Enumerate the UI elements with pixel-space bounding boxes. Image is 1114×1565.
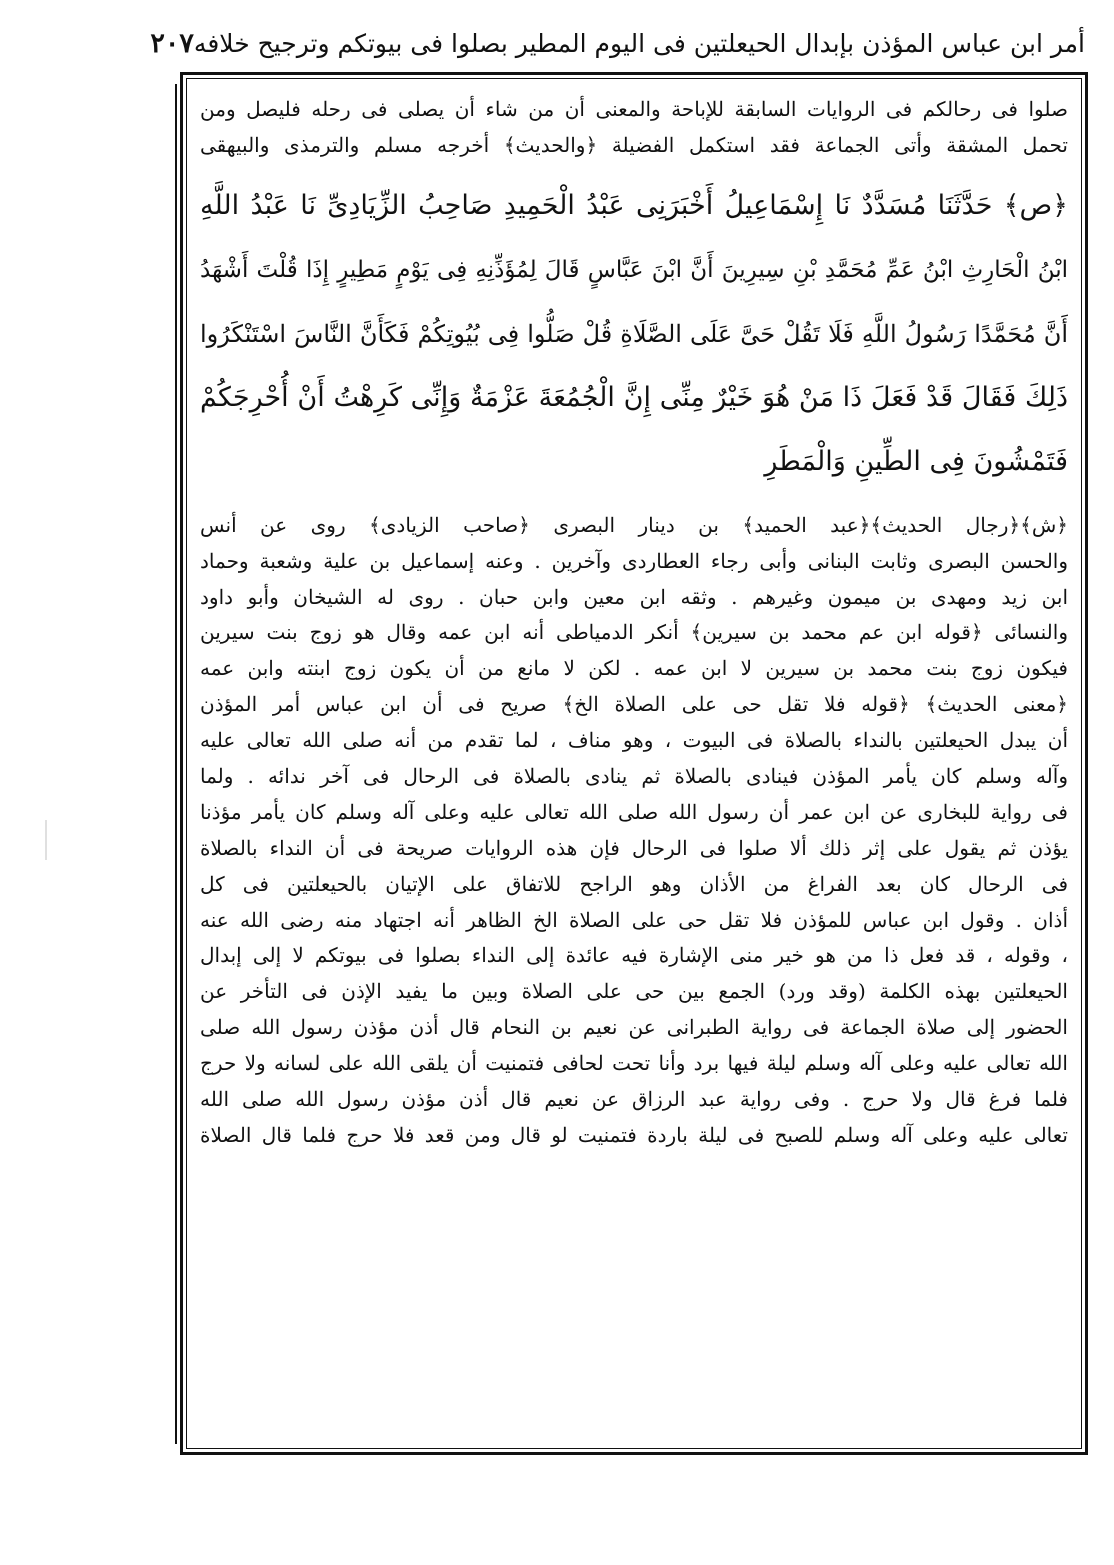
commentary-line: ﴿معنى الحديث﴾ ﴿قوله فلا تقل حى على الصلاة الخ﴾ صريح فى أن ابن عباس أمر المؤذن xyxy=(200,692,1068,717)
commentary-line: أن يبدل الحيعلتين بالنداء بالصلاة فى البيوت ، وهو مناف ، لما تقدم من أنه صلى الله تعالى عليه xyxy=(200,728,1068,753)
commentary-line: والحسن البصرى وثابت البنانى وأبى رجاء العطاردى وآخرين . وعنه إسماعيل بن علية وشعبة وحماد xyxy=(200,548,1068,573)
hadith-line: فَتَمْشُونَ فِى الطِّينِ وَالْمَطَرِ xyxy=(764,445,1068,477)
commentary-line: تعالى عليه وعلى آله وسلم للصبح فى ليلة باردة فتمنيت لو قال ومن قعد فلا حرج فلما قال الصلاة xyxy=(200,1122,1068,1147)
section-gap xyxy=(200,494,1068,508)
commentary-line: ﴿ش﴾﴿رجال الحديث﴾﴿عبد الحميد﴾ بن دينار البصرى ﴿صاحب الزيادى﴾ روى عن أنس xyxy=(200,512,1068,537)
chapter-title: أمر ابن عباس المؤذن بإبدال الحيعلتين فى اليوم المطير بصلوا فى بيوتكم وترجيح خلافه xyxy=(193,28,1085,58)
hadith-line: ﴿ص﴾ حَدَّثَنَا مُسَدَّدٌ نَا إِسْمَاعِيلُ أَخْبَرَنِى عَبْدُ الْحَمِيدِ صَاحِبُ الزِّيَادِىِّ نَا عَبْدُ اللَّهِ xyxy=(200,189,1068,221)
commentary-line: فلما فرغ قال ولا حرج . وفى رواية عبد الرزاق عن نعيم قال أذن مؤذن رسول الله صلى الله xyxy=(200,1087,1068,1112)
intro-line: تحمل المشقة وأتى الجماعة فقد استكمل الفضيلة ﴿والحديث﴾ أخرجه مسلم والترمذى والبيهقى xyxy=(200,132,1068,157)
commentary-line: فى رواية للبخارى عن ابن عمر أن رسول الله صلى الله تعالى عليه وعلى آله وسلم كان يأمر مؤذنا xyxy=(200,799,1068,824)
commentary-line: والنسائى ﴿قوله ابن عم محمد بن سيرين﴾ أنكر الدمياطى أنه ابن عمه وقال هو زوج بنت سيرين xyxy=(200,620,1068,645)
hadith-line: ذَلِكَ فَقَالَ قَدْ فَعَلَ ذَا مَنْ هُوَ خَيْرٌ مِنِّى إِنَّ الْجُمُعَةَ عَزْمَةٌ وَإِنِّى كَرِهْتُ أَنْ أُحْرِجَكُمْ xyxy=(200,381,1068,413)
commentary-line: يؤذن ثم يقول على إثر ذلك ألا صلوا فى الرحال فإن هذه الروايات صريحة فى أن النداء بالصلاة xyxy=(200,835,1068,860)
commentary-line: الله تعالى عليه وعلى آله وسلم ليلة فيها برد وأنا تحت لحافى فتمنيت أن يلقى الله على لسانه ولا حرج xyxy=(200,1051,1068,1076)
commentary-line: ، وقوله ، قد فعل ذا من هو خير منى الإشارة فيه عائدة إلى النداء بصلوا فى بيوتكم لا إلى إبدال xyxy=(200,943,1068,968)
page-number: ٢٠٧ xyxy=(150,27,194,59)
running-header xyxy=(150,18,1085,68)
commentary-line: فى الرحال كان بعد الفراغ من الأذان وهو الراجح للاتفاق على الإتيان بالحيعلتين فى كل xyxy=(200,871,1068,896)
commentary-line: الحضور إلى صلاة الجماعة فى رواية الطبرانى عن نعيم بن النحام قال أذن مؤذن رسول الله صلى xyxy=(200,1015,1068,1040)
margin-rule xyxy=(175,84,177,1444)
commentary-line: وآله وسلم كان يأمر المؤذن فينادى بالصلاة ثم ينادى بالصلاة فى الرحال فى آخر ندائه . ولما xyxy=(200,764,1068,789)
commentary-line: أذان . وقول ابن عباس للمؤذن فلا تقل حى على الصلاة الخ الظاهر أنه اجتهاد منه رضى الله عنه xyxy=(200,907,1068,932)
intro-line: صلوا فى رحالكم فى الروايات السابقة للإباحة والمعنى أن من شاء أن يصلى فى رحله فليصل ومن xyxy=(200,97,1068,121)
hadith-line: ابْنُ الْحَارِثِ ابْنُ عَمِّ مُحَمَّدِ بْنِ سِيرِينَ أَنَّ ابْنَ عَبَّاسٍ قَالَ لِمُؤَذِّنِهِ فِى يَوْمٍ مَطِيرٍ إِذَا قُلْتَ أَشْهَدُ xyxy=(200,256,1068,283)
hadith-line: أَنَّ مُحَمَّدًا رَسُولُ اللَّهِ فَلَا تَقُلْ حَىَّ عَلَى الصَّلَاةِ قُلْ صَلُّوا فِى بُيُوتِكُمْ فَكَأَنَّ النَّاسَ اسْتَنْكَرُوا xyxy=(200,319,1068,348)
scan-artifact xyxy=(45,820,47,860)
commentary-line: ابن زيد ومهدى بن ميمون وغيرهم . وثقه ابن معين وابن حبان . روى له الشيخان وأبو داود xyxy=(200,584,1068,609)
commentary-line: الحيعلتين بهذه الكلمة (وقد ورد) الجمع بين حى على الصلاة وبين ما يفيد الإذن فى التأخر عن xyxy=(200,979,1068,1004)
commentary-line: فيكون زوج بنت محمد بن سيرين لا ابن عمه . لكن لا مانع من أن يكون زوج ابنته وابن عمه xyxy=(200,656,1068,681)
page-body xyxy=(200,92,1068,1442)
